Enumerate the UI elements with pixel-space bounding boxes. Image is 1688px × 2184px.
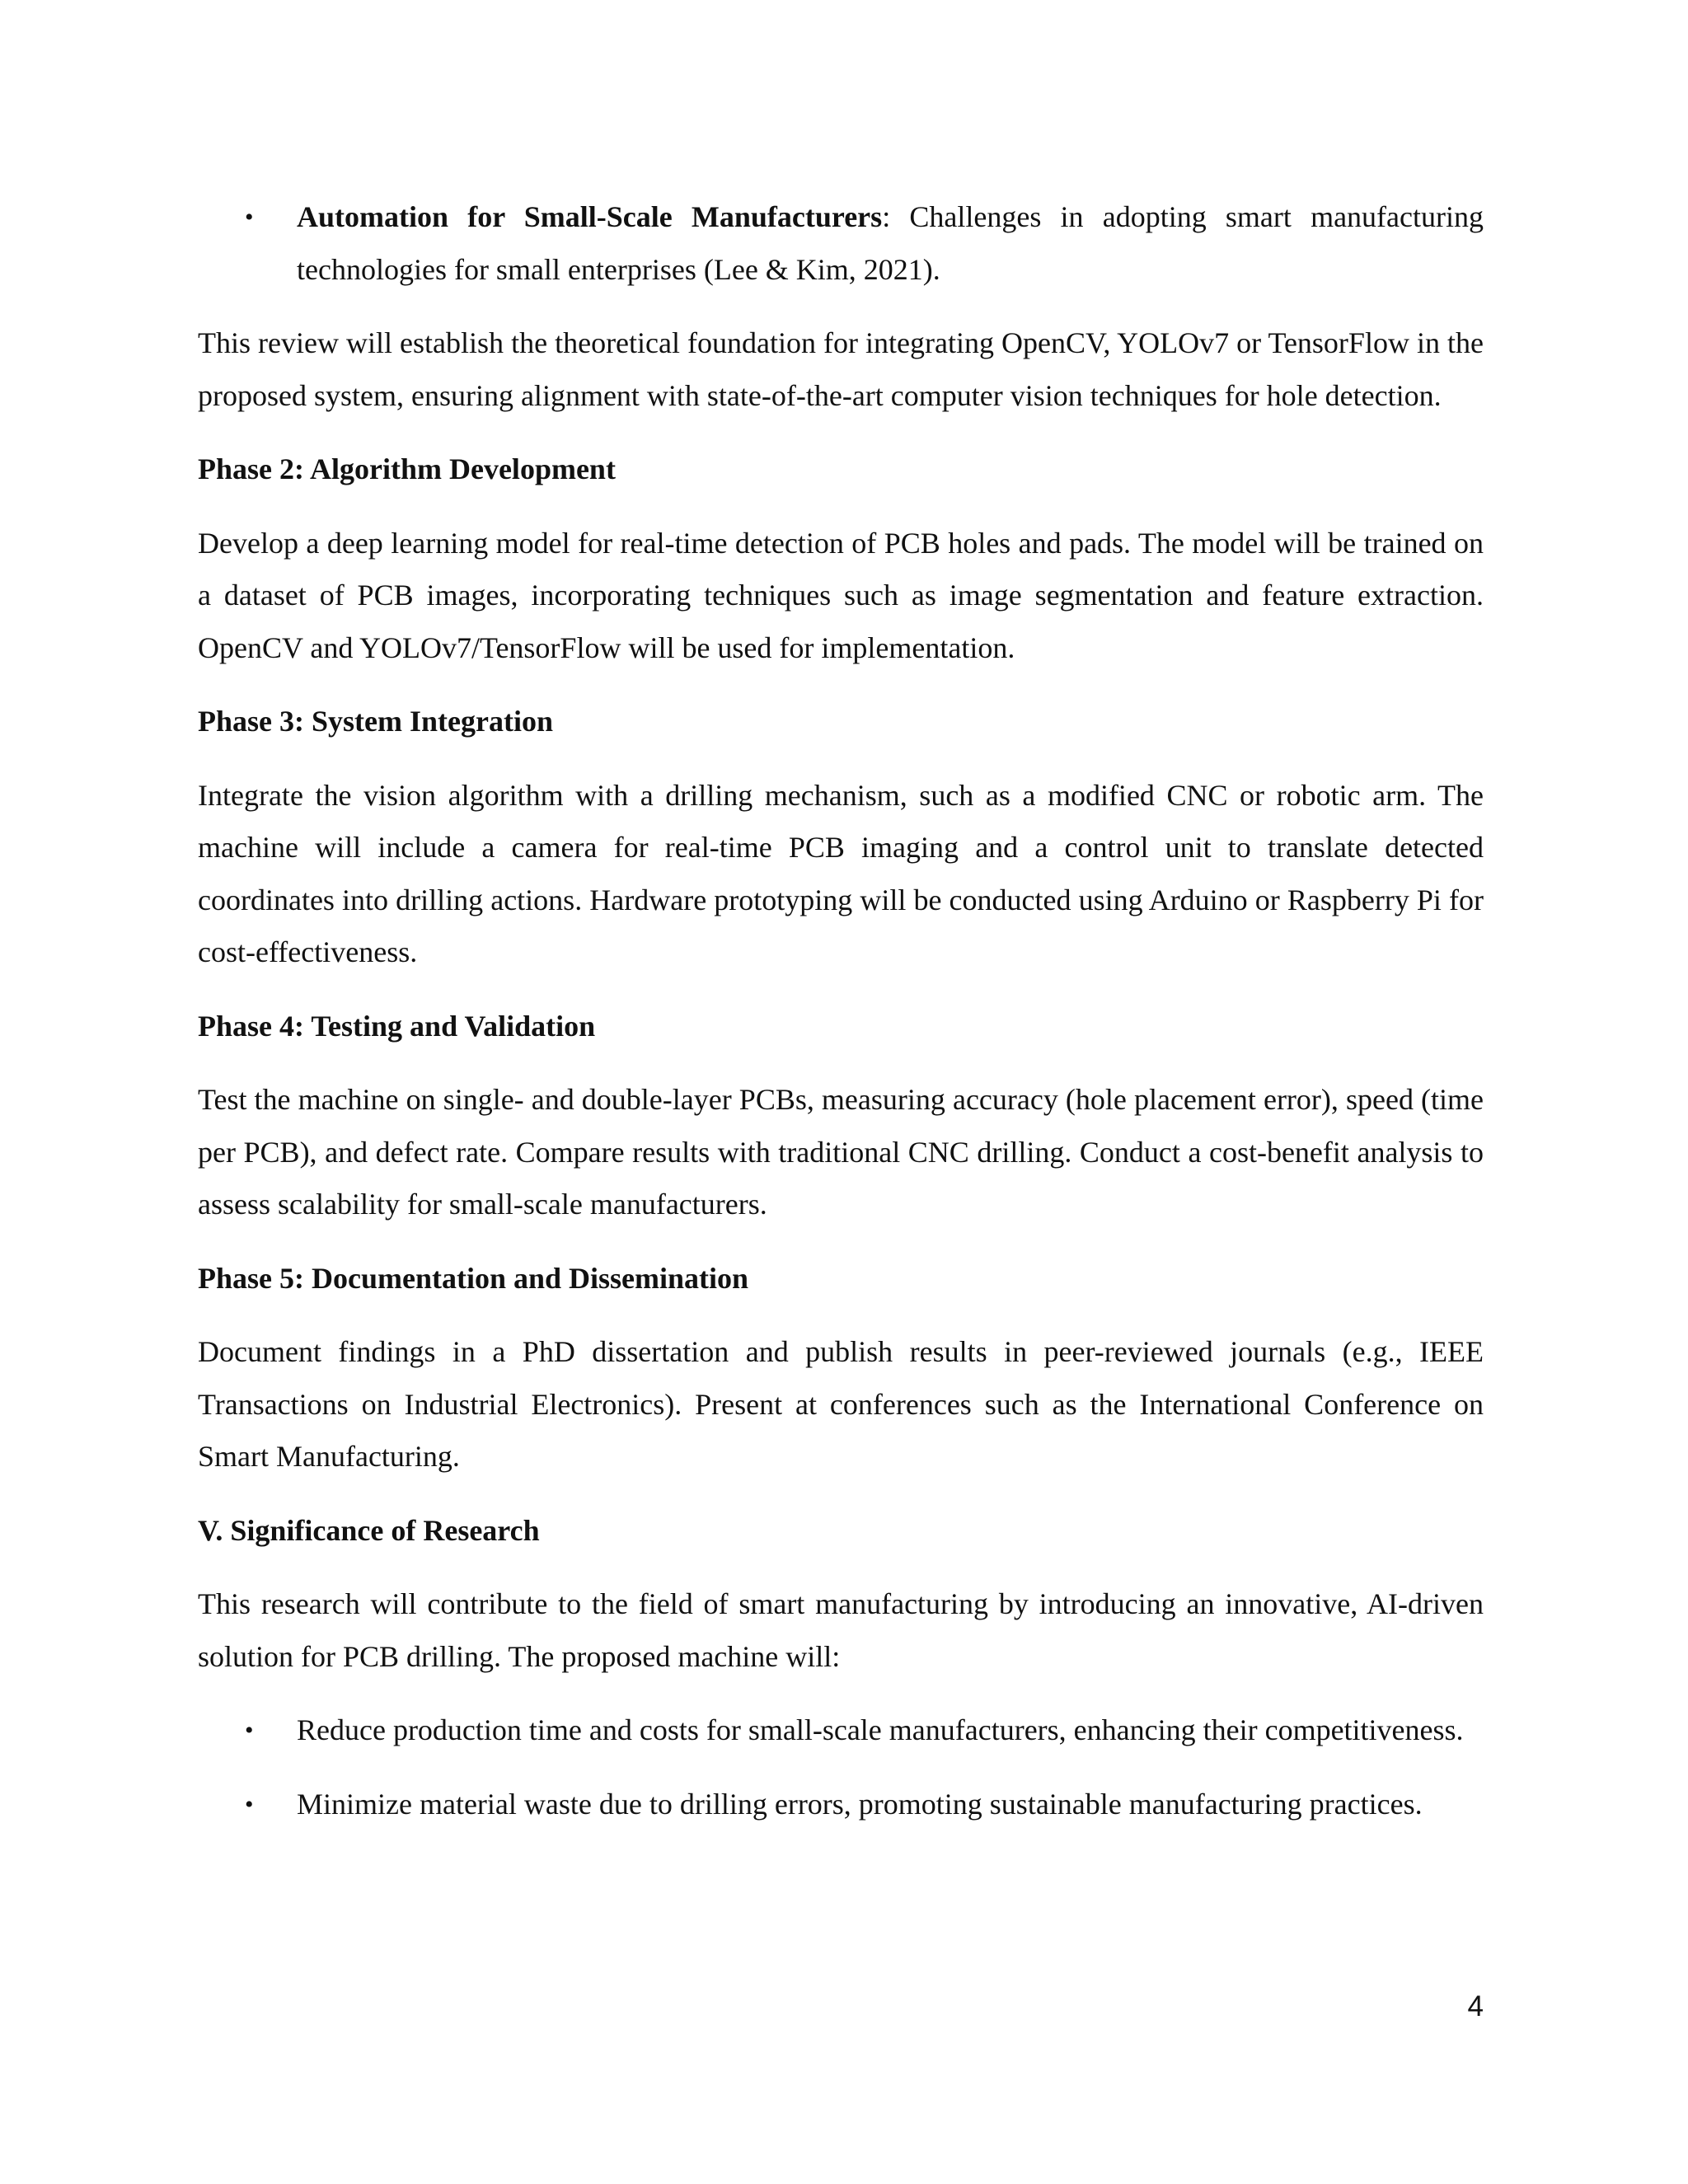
page-content	[198, 191, 1484, 1852]
list-item	[198, 1779, 1484, 1831]
significance-heading: V. Significance of Research	[198, 1513, 540, 1547]
significance-paragraph: This research will contribute to the field of smart manufacturing by introducing an innovative, AI-driven solution for PCB drilling. The proposed machine will:	[198, 1587, 1484, 1673]
page-number: 4	[1467, 1990, 1484, 2022]
review-paragraph: This review will establish the theoretical foundation for integrating OpenCV, YOLOv7 or TensorFlow in the proposed system, ensuring alignment with state-of-the-art computer vision techniques for hole detection.	[198, 326, 1484, 412]
phase4-heading: Phase 4: Testing and Validation	[198, 1009, 596, 1043]
phase5-paragraph: Document findings in a PhD dissertation and publish results in peer-reviewed journals (e.g., IEEE Transactions on Industrial Electronics). Present at conferences such as the International Conference on Smart Manufacturing.	[198, 1335, 1484, 1473]
bullet-icon: •	[245, 1717, 254, 1744]
bullet-text: Reduce production time and costs for small-scale manufacturers, enhancing their competitiveness.	[297, 1713, 1464, 1746]
phase5-heading: Phase 5: Documentation and Dissemination	[198, 1261, 749, 1295]
list-item	[198, 191, 1484, 296]
list-item	[198, 1704, 1484, 1757]
phase3-heading: Phase 3: System Integration	[198, 705, 553, 738]
bullet-text: : Challenges in adopting smart manufacturing technologies for small enterprises (Lee & Kim, 2021).	[297, 200, 1484, 286]
bullet-icon: •	[245, 1790, 254, 1818]
phase2-heading: Phase 2: Algorithm Development	[198, 452, 616, 485]
bullet-list-bottom	[198, 1704, 1484, 1830]
phase3-paragraph: Integrate the vision algorithm with a drilling mechanism, such as a modified CNC or robotic arm. The machine will include a camera for real-time PCB imaging and a control unit to translate detected coordinates into drilling actions. Hardware prototyping will be conducted using Arduino or Raspberry Pi for cost-effectiveness.	[198, 778, 1484, 968]
bullet-lead: Automation for Small-Scale Manufacturers	[297, 200, 883, 233]
phase4-paragraph: Test the machine on single- and double-layer PCBs, measuring accuracy (hole placement error), speed (time per PCB), and defect rate. Compare results with traditional CNC drilling. Conduct a cost-benefit analysis to assess scalability for small-scale manufacturers.	[198, 1083, 1484, 1221]
bullet-text: Minimize material waste due to drilling errors, promoting sustainable manufacturing practices.	[297, 1787, 1423, 1821]
bullet-list-top	[198, 191, 1484, 296]
phase2-paragraph: Develop a deep learning model for real-time detection of PCB holes and pads. The model will be trained on a dataset of PCB images, incorporating techniques such as image segmentation and feature extraction. OpenCV and YOLOv7/TensorFlow will be used for implementation.	[198, 526, 1484, 664]
bullet-icon: •	[245, 204, 254, 231]
